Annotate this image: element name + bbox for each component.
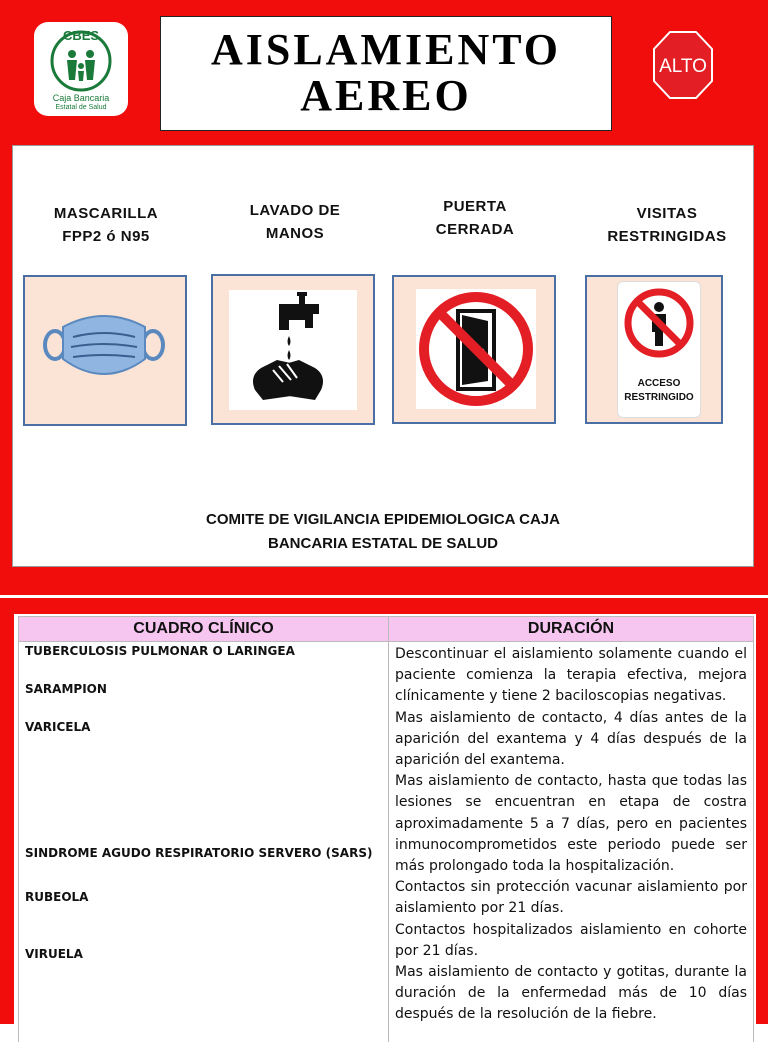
precaution-label-visits: VISITAS RESTRINGIDAS [585, 202, 749, 248]
precautions-panel [12, 145, 754, 567]
condition-item: SINDROME AGUDO RESPIRATORIO SERVERO (SARS) [25, 846, 372, 860]
duration-item: Mas aislamiento de contacto, 4 días antes de la aparición del exantema y 4 días después de la aparición del exantema. [389, 708, 753, 772]
condition-item: RUBEOLA [25, 890, 88, 904]
duration-item: Mas aislamiento de contacto, hasta que todas las lesiones se encuentran en etapa de costra aproximadamente 5 a 7 días, pero en pacientes inmunocomprometidos este periodo puede ser más prolongado toda la hospitalización. [389, 771, 753, 877]
precaution-label-mask: MASCARILLA FPP2 ó N95 [24, 202, 188, 248]
condition-item: VIRUELA [25, 947, 83, 961]
duration-item: Contactos hospitalizados aislamiento en cohorte por 21 días. [389, 920, 753, 962]
condition-item: VARICELA [25, 720, 90, 734]
precaution-label-handwash: LAVADO DE MANOS [213, 199, 377, 245]
duration-item: Contactos sin protección vacunar aislamiento por aislamiento por 21 días. [389, 877, 753, 919]
clinical-table-sheet [14, 614, 756, 1034]
handwash-icon [229, 290, 357, 410]
precaution-card-handwash [211, 274, 375, 425]
header-duracion: DURACIÓN [389, 617, 754, 642]
duration-item: Descontinuar el aislamiento solamente cuando el paciente comienza la terapia efectiva, mejora clínicamente y tiene 2 baciloscopias negativas. [389, 642, 753, 708]
title-line2: AEREO [161, 73, 611, 119]
condition-item: SARAMPION [25, 682, 107, 696]
logo-line1: Caja Bancaria [34, 93, 128, 103]
precaution-card-visits [585, 275, 723, 424]
conditions-cell [19, 642, 389, 1042]
table-row [19, 642, 754, 1042]
duration-item: Mas aislamiento de contacto y gotitas, durante la duración de la enfermedad más de 10 días después de la resolución de la fiebre. [389, 962, 753, 1026]
table-header-row [19, 617, 754, 642]
stop-sign-text: ALTO [659, 56, 707, 77]
no-door-icon [416, 289, 536, 409]
condition-item: TUBERCULOSIS PULMONAR O LARINGEA [25, 644, 295, 658]
durations-cell [389, 642, 754, 1042]
precaution-card-mask [23, 275, 187, 426]
title-box [160, 16, 612, 131]
stop-sign-icon [652, 30, 714, 100]
logo-line2: Estatal de Salud [34, 104, 128, 111]
precaution-label-door: PUERTA CERRADA [393, 195, 557, 241]
mask-icon [43, 307, 165, 387]
cbes-logo [34, 22, 128, 116]
clinical-table [18, 616, 754, 1042]
precaution-card-door [392, 275, 556, 424]
restricted-sign-text: ACCESO RESTRINGIDO [617, 377, 701, 405]
logo-acronym: CBES [34, 28, 128, 43]
title-line1: AISLAMIENTO [161, 27, 611, 73]
restricted-access-icon [623, 287, 695, 359]
family-icon [48, 28, 114, 94]
clinical-section [0, 598, 768, 1024]
committee-name: COMITE DE VIGILANCIA EPIDEMIOLOGICA CAJA BANCARIA ESTATAL DE SALUD [13, 508, 753, 556]
header-cuadro-clinico: CUADRO CLÍNICO [19, 617, 389, 642]
